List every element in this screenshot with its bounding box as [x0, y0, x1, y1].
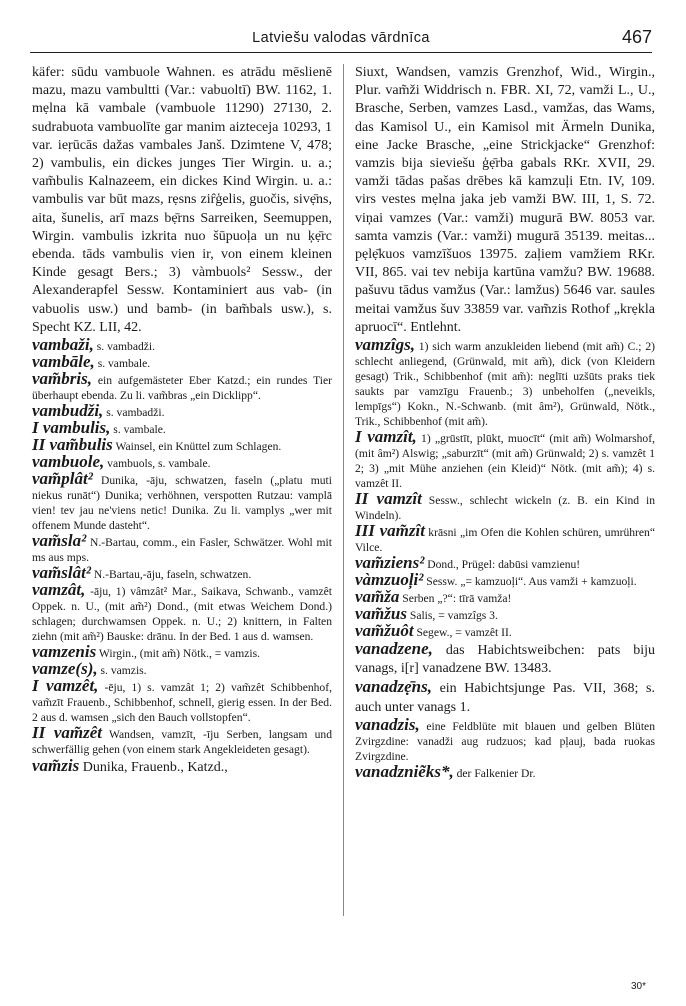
entry-text: der Falkenier Dr. — [453, 766, 536, 780]
entry-text: eine Feldblüte mit blauen und gelben Blüten Zvirgzdine: vanadži aug rudzuos; kad pļauj, bada ruokas Zvirgzdine. — [355, 719, 655, 763]
dictionary-entry — [32, 533, 332, 565]
dictionary-entry — [32, 757, 332, 777]
entry-text: Wandsen, vamzīt, -īju Serben, langsam und schwerfällig gehen (von einem stark Angekleideten gesagt). — [32, 728, 332, 757]
entry-headword: vam̃zis — [32, 756, 80, 776]
entry-text: Dunika, Frauenb., Katzd., — [79, 760, 228, 776]
entry-headword: vam̃žus — [355, 604, 407, 624]
entry-text: Salis, = vamzîgs 3. — [406, 609, 498, 623]
dictionary-entry — [355, 491, 655, 523]
dictionary-entry — [355, 761, 655, 781]
entry-headword: vam̃plât² — [32, 469, 93, 489]
entry-text: s. vambadži. — [93, 340, 156, 354]
entry-text: Dunika, -āju, schwatzen, faseln („platu muti niekus runāt“) Dunika; verhöhnen, verspotten Rutzau: vamplā vien! tev jau ne'viens netic! Dunika. Zu li. vamplys „wer mit offenem Munde dasteht“. — [32, 474, 332, 533]
dictionary-entry — [355, 714, 655, 764]
entry-headword: I vamzêt, — [32, 676, 99, 696]
page-number: 467 — [621, 27, 652, 47]
entry-text: das Habichtsweibchen: pats biju vanags, i[r] vanadzene BW. 13483. — [355, 643, 655, 677]
entry-text: -āju, 1) vâmzât² Mar., Saikava, Schwanb., vamzêt Oppek. n. U., (mit am̃²) Dond., (mit etwas Weichem Dond.) schlagen; durchwamsen Oppek. n. U.; 2) knittern, in Falten ziehn (mit am̃²) Bauske: drānu. In der Bed. 1 aus d. wamsen. — [32, 585, 332, 644]
entry-text: -ēju, 1) s. vamzât 1; 2) vam̃zêt Schibbenhof, vam̃zīt Frauenb., Schibbenhof, schnell, gierig essen. In der Bed. 2 aus d. wamsen „sich den Bauch vollstopfen“. — [32, 681, 332, 725]
entry-text: s. vambale. — [94, 357, 151, 371]
entry-text: 1) „grūstīt, plūkt, muocīt“ (mit am̃) Wolmarshof, (mit âm²) Alswig; „saburzīt“ (mit am̃) Grünwald; 2) s. vamzêt 1 2; 3) „mit Mühe anziehen (ein Kleid)“ Nötk. (mit am̃); 4) s. vamzêt II. — [355, 432, 655, 491]
dictionary-entry — [355, 640, 655, 678]
entry-text: N.-Bartau,-āju, faseln, schwatzen. — [90, 568, 252, 582]
dictionary-entry — [32, 678, 332, 725]
entry-headword: vàmzuoļi² — [355, 570, 424, 590]
dictionary-entry — [32, 582, 332, 644]
entry-text: s. vamzis. — [97, 664, 147, 678]
signature-mark: 30* — [630, 981, 646, 992]
entry-headword: vamzenis — [32, 642, 97, 662]
entry-headword: vanadzis, — [355, 714, 420, 734]
entry-headword: vamze(s), — [32, 659, 98, 679]
entry-text: s. vambadži. — [103, 406, 165, 420]
entry-headword: vanadzẹ̄ns, — [355, 677, 432, 697]
entry-text: ein Habichtsjunge Pas. VII, 368; s. auch unter vanags 1. — [355, 681, 655, 715]
entry-text: Dond., Prügel: dabūsi vamzienu! — [424, 558, 581, 572]
dictionary-entry — [355, 523, 655, 555]
entry-text: käfer: sūdu vambuole Wahnen. es atrādu mēslienē mazu, mazu vambultti (Var.: vabuoltī) BW. 1162, 1. mẹlna kā vambale (vambuole 11290) 27130, 2. sudrabuota vambuolīte gar manim aizteceja 10293, 1 var. ieṛūcās dažas vambales Janš. Dzimtene V, 478; 2) vambulis, ein dickes junges Tier Wirgin. u. a.; vam̃bulis Kalnazeem, ein dickes Kind Wirgin. u. a.: vambulis var būt mazs, rẹsns zir̂ģelis, guočis, sivẹ̄ns, aita, šunelis, arī mazs bẹ̄rns Sarreiken, Seemuppen, Wirgin. vambulis izkrita nuo šūpuoļa un nu ķẹ̄rc ebenda. tāds vambulis vien ir, von einem kleinen Kinde gesagt Bers.; 3) vàmbuols² Sessw., der Alexanderapfel Sessw. Kontaminiert aus vab- (in vabuolis usw.) und bamb- (in bam̃bals usw.), s. Specht KZ. LII, 42. — [32, 65, 332, 335]
dictionary-entry — [355, 429, 655, 491]
dictionary-entry — [355, 678, 655, 716]
page-header — [30, 27, 652, 53]
entry-text: N.-Bartau, comm., ein Fasler, Schwätzer. Wohl mit ms aus mps. — [32, 536, 332, 565]
entry-text: ein aufgemästeter Eber Katzd.; ein rundes Tier überhaupt ebenda. Zu li. vam̃bras „ein Dicklipp“. — [32, 374, 332, 403]
entry-headword: vanadzene, — [355, 639, 433, 659]
entry-headword: I vambulis, — [32, 418, 111, 438]
dictionary-entry — [355, 623, 655, 640]
entry-headword: III vam̃zît — [355, 521, 425, 541]
entry-headword: vambudži, — [32, 401, 104, 421]
entry-text: Segew., = vamzêt II. — [413, 626, 512, 640]
entry-text: Sessw., schlecht wickeln (z. B. ein Kind in Windeln). — [355, 494, 655, 523]
entry-headword: I vamzît, — [355, 427, 417, 447]
dictionary-entry — [32, 371, 332, 403]
entry-text: vambuols, s. vambale. — [104, 457, 211, 471]
entry-headword: vam̃sla² — [32, 531, 87, 551]
entry-headword: vam̃bris, — [32, 369, 92, 389]
left-column — [32, 64, 332, 777]
right-column — [355, 64, 655, 781]
dictionary-entry — [32, 471, 332, 533]
entry-text: Serben „?“: tīrā vamža! — [399, 592, 512, 606]
entry-headword: II vamzît — [355, 489, 422, 509]
entry-text: Sessw. „= kamzuoļi“. Aus vamži + kamzuoļi. — [423, 575, 637, 589]
entry-headword: vanadzniẽks*, — [355, 761, 454, 781]
entry-headword: vam̃ža — [355, 587, 400, 607]
entry-text: krāsni „im Ofen die Kohlen schüren, umrühren“ Vilce. — [355, 526, 655, 555]
entry-headword: vamzîgs, — [355, 335, 415, 355]
entry-text: 1) sich warm anzukleiden liebend (mit am̃) C.; 2) schlecht anliegend, (Grünwald, mit am̃), dick (von Kleidern gesagt) Trik., Schibbenhof (mit am̃): neglīti uzšūts praks tiek saukts par vamzīgu Frauenb.; 3) unbeholfen („neveikls, lempīgs“) Kokn., N.-Schwanb. (mit âm²), Grünwald, Nötk., Trik., Schibbenhof (mit am̃). — [355, 340, 655, 429]
entry-text: Siuxt, Wandsen, vamzis Grenzhof, Wid., Wirgin., Plur. vam̃ži Widdrisch n. FBR. XI, 72, vamži L., U., Brasche, Serben, vamzes Lasd., vamžas, das Wams, das Kamisol U., ein Kamisol mit Ärmeln Dunika, eine Jacke Brasche, „eine Strickjacke“ Grenzhof: vamzis bija sieviešu ģẹ̄rba gabals RKr. XVII, 29. vamži tādas pašas drēbes kā kamzuļi Etn. IV, 109. virs vestes mẹlna jaka jeb vamži BW. III, 1, S. 72. viņai vamzes (Var.: vamži) mugurā BW. 8053 var. samta vamzis (Var.: vamži) mugurā 35139. meitas... pẹlẹ̄kuos vamzīšuos 13975. zaļiem vamžiem RKr. VII, 865. vai tev nebija kartūna vamžu? BW. 19688. pašuvu tādus vamžus (Var.: lamžus) 5646 var. saules meitai vamžus šuv 33859 var. vam̃zis Rothof „krẹkla apruocī“. Entlehnt. — [355, 65, 655, 335]
column-divider — [343, 64, 344, 916]
entry-headword: vam̃žuôt — [355, 621, 414, 641]
entry-text: Wainsel, ein Knüttel zum Schlagen. — [112, 440, 282, 454]
entry-headword: II vam̃bulis — [32, 435, 113, 455]
dictionary-entry — [355, 64, 655, 337]
running-title: Latviešu valodas vārdnīca — [252, 30, 430, 46]
dictionary-entry — [355, 337, 655, 429]
entry-headword: vam̃ziens² — [355, 553, 425, 573]
dictionary-entry — [32, 725, 332, 757]
entry-headword: vambaži, — [32, 335, 94, 355]
entry-headword: vambuole, — [32, 452, 105, 472]
entry-headword: vamzât, — [32, 580, 86, 600]
entry-headword: II vam̃zêt — [32, 723, 102, 743]
dictionary-entry — [355, 572, 655, 589]
entry-text: s. vambale. — [110, 423, 166, 437]
dictionary-entry — [32, 64, 332, 337]
entry-text: Wirgin., (mit am̃) Nötk., = vamzis. — [96, 647, 260, 661]
entry-headword: vam̃slât² — [32, 563, 91, 583]
entry-headword: vambāle, — [32, 352, 95, 372]
